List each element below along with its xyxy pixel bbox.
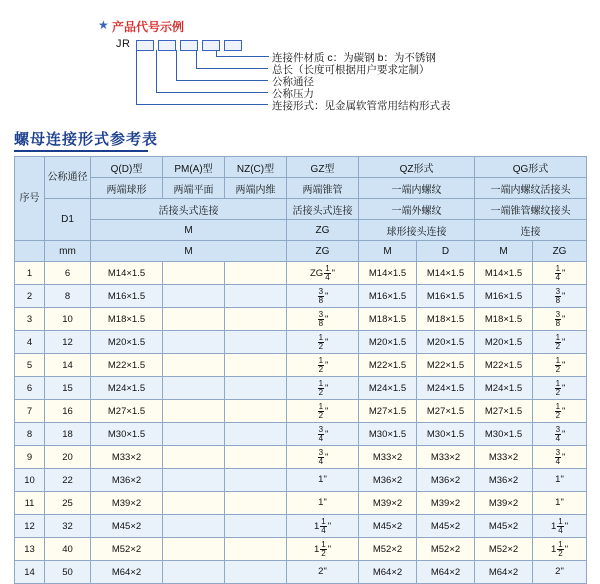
leader-line [156, 92, 268, 93]
cell-type-nz [225, 469, 287, 492]
cell-type-nz [225, 354, 287, 377]
header-row-2 [15, 178, 587, 199]
cell-type-gz: $\frac{3}{8}$ " [287, 285, 359, 308]
code-prefix-label: JR [116, 38, 131, 50]
cell-qg-m: M64×2 [475, 561, 533, 584]
leader-line [136, 104, 268, 105]
header-unit-mm: mm [45, 241, 91, 262]
cell-type-gz: $\frac{1}{2}$ " [287, 377, 359, 400]
cell-type-q: M36×2 [91, 469, 163, 492]
leader-line [216, 56, 268, 57]
code-boxes [136, 40, 242, 51]
cell-type-gz: $\frac{3}{8}$ " [287, 308, 359, 331]
cell-type-nz [225, 262, 287, 285]
cell-qz-d: M18×1.5 [417, 308, 475, 331]
cell-type-nz [225, 492, 287, 515]
cell-qz-m: M16×1.5 [359, 285, 417, 308]
header-sub-pm: 两端平面 [163, 178, 225, 199]
table-row [15, 331, 587, 354]
cell-qg-zg: $\frac{1}{4}$ " [533, 262, 587, 285]
header-joint-qz: 一端外螺纹 [359, 199, 475, 220]
cell-qg-m: M30×1.5 [475, 423, 533, 446]
code-box [136, 40, 154, 51]
cell-type-gz: 2" [287, 561, 359, 584]
cell-type-pm [163, 377, 225, 400]
leader-line [176, 50, 177, 80]
cell-qg-zg: $\frac{3}{8}$ " [533, 308, 587, 331]
callout-connection-form: 连接形式：见金属软管常用结构形式表 [272, 100, 451, 112]
cell-type-nz [225, 377, 287, 400]
table-row [15, 308, 587, 331]
cell-type-gz: 1 $\frac{1}{4}$ " [287, 515, 359, 538]
header-joint-gz: 活接头式连接 [287, 199, 359, 220]
code-box [224, 40, 242, 51]
cell-type-pm [163, 538, 225, 561]
cell-qz-d: M36×2 [417, 469, 475, 492]
cell-dn: 8 [45, 285, 91, 308]
cell-type-gz: 1" [287, 469, 359, 492]
table-row [15, 377, 587, 400]
cell-type-pm [163, 561, 225, 584]
header-sub-q: 两端球形 [91, 178, 163, 199]
cell-dn: 50 [45, 561, 91, 584]
cell-type-q: M33×2 [91, 446, 163, 469]
cell-qg-zg: $\frac{1}{2}$ " [533, 331, 587, 354]
cell-qg-m: M14×1.5 [475, 262, 533, 285]
table-row [15, 285, 587, 308]
header-ball-joint: 球形接头连接 [359, 220, 475, 241]
cell-type-nz [225, 423, 287, 446]
cell-qz-m: M18×1.5 [359, 308, 417, 331]
cell-qg-m: M39×2 [475, 492, 533, 515]
cell-qz-m: M39×2 [359, 492, 417, 515]
cell-type-pm [163, 492, 225, 515]
cell-qg-m: M24×1.5 [475, 377, 533, 400]
cell-qz-m: M64×2 [359, 561, 417, 584]
cell-type-q: M39×2 [91, 492, 163, 515]
cell-qz-m: M33×2 [359, 446, 417, 469]
cell-qg-zg: 1" [533, 469, 587, 492]
code-box [202, 40, 220, 51]
cell-type-q: M22×1.5 [91, 354, 163, 377]
leader-line [196, 68, 268, 69]
cell-type-nz [225, 446, 287, 469]
cell-type-q: M16×1.5 [91, 285, 163, 308]
header-col-m: M [91, 220, 287, 241]
cell-type-gz: ZG $\frac{1}{4}$ " [287, 262, 359, 285]
cell-dn: 40 [45, 538, 91, 561]
header-sub-gz: 两端锥管 [287, 178, 359, 199]
cell-qz-m: M24×1.5 [359, 377, 417, 400]
cell-qz-d: M39×2 [417, 492, 475, 515]
cell-dn: 15 [45, 377, 91, 400]
cell-qg-zg: $\frac{3}{8}$ " [533, 285, 587, 308]
header-unit-m: M [91, 241, 287, 262]
cell-qg-m: M16×1.5 [475, 285, 533, 308]
cell-seq: 3 [15, 308, 45, 331]
cell-seq: 14 [15, 561, 45, 584]
table-row [15, 515, 587, 538]
table-row [15, 538, 587, 561]
header-row-3 [15, 199, 587, 220]
callout-material: 连接件材质 c：为碳钢 b：为不锈钢 [272, 52, 436, 64]
cell-qg-m: M45×2 [475, 515, 533, 538]
cell-qz-m: M36×2 [359, 469, 417, 492]
cell-type-q: M30×1.5 [91, 423, 163, 446]
cell-dn: 22 [45, 469, 91, 492]
table-row [15, 492, 587, 515]
cell-dn: 16 [45, 400, 91, 423]
cell-type-q: M64×2 [91, 561, 163, 584]
cell-seq: 9 [15, 446, 45, 469]
cell-qz-d: M30×1.5 [417, 423, 475, 446]
cell-qg-m: M52×2 [475, 538, 533, 561]
code-box [158, 40, 176, 51]
section-underline [14, 150, 148, 152]
header-sub-nz: 两端内维 [225, 178, 287, 199]
cell-type-gz: 1 $\frac{1}{2}$ " [287, 538, 359, 561]
header-type-nz: NZ(C)型 [225, 157, 287, 178]
cell-seq: 11 [15, 492, 45, 515]
header-unit-zg: ZG [287, 241, 359, 262]
cell-type-nz [225, 285, 287, 308]
cell-qz-d: M22×1.5 [417, 354, 475, 377]
table-row [15, 469, 587, 492]
cell-qz-d: M33×2 [417, 446, 475, 469]
table-row [15, 423, 587, 446]
cell-qz-m: M27×1.5 [359, 400, 417, 423]
table-header [15, 157, 587, 262]
cell-dn: 10 [45, 308, 91, 331]
header-type-gz: GZ型 [287, 157, 359, 178]
cell-seq: 2 [15, 285, 45, 308]
cell-qg-zg: $\frac{1}{2}$ " [533, 377, 587, 400]
cell-qg-zg: 1" [533, 492, 587, 515]
header-type-q: Q(D)型 [91, 157, 163, 178]
cell-qg-m: M18×1.5 [475, 308, 533, 331]
header-joint-left: 活接头式连接 [91, 199, 287, 220]
header-unit-qz-d: D [417, 241, 475, 262]
cell-qg-zg: $\frac{3}{4}$ " [533, 423, 587, 446]
cell-seq: 1 [15, 262, 45, 285]
cell-qz-m: M20×1.5 [359, 331, 417, 354]
cell-type-pm [163, 446, 225, 469]
cell-dn: 25 [45, 492, 91, 515]
cell-qg-zg: $\frac{1}{2}$ " [533, 354, 587, 377]
cell-seq: 7 [15, 400, 45, 423]
callout-nominal-pressure: 公称压力 [272, 88, 314, 100]
table-body [15, 262, 587, 584]
header-unit-qz-m: M [359, 241, 417, 262]
header-unit-qg-zg: ZG [533, 241, 587, 262]
cell-qz-d: M45×2 [417, 515, 475, 538]
header-type-qz: QZ形式 [359, 157, 475, 178]
header-sub-qg: 一端内螺纹活接头 [475, 178, 587, 199]
header-dn: 公称通径 [45, 157, 91, 199]
cell-qg-m: M22×1.5 [475, 354, 533, 377]
cell-seq: 13 [15, 538, 45, 561]
cell-qg-zg: 1 $\frac{1}{4}$ " [533, 515, 587, 538]
header-joint-qg: 一端锥管螺纹接头 [475, 199, 587, 220]
header-seq: 序号 [15, 157, 45, 241]
cell-dn: 14 [45, 354, 91, 377]
leader-line [176, 80, 268, 81]
cell-qz-d: M52×2 [417, 538, 475, 561]
table-row [15, 400, 587, 423]
cell-type-gz: 1" [287, 492, 359, 515]
cell-type-q: M18×1.5 [91, 308, 163, 331]
cell-type-nz [225, 400, 287, 423]
table-row [15, 446, 587, 469]
cell-type-pm [163, 285, 225, 308]
table-row [15, 354, 587, 377]
cell-dn: 6 [45, 262, 91, 285]
cell-seq: 4 [15, 331, 45, 354]
table-row [15, 262, 587, 285]
callout-total-length: 总长（长度可根据用户要求定制） [272, 64, 430, 76]
cell-seq: 10 [15, 469, 45, 492]
header-row-1 [15, 157, 587, 178]
header-connect: 连接 [475, 220, 587, 241]
section-title: 螺母连接形式参考表 [14, 131, 159, 148]
cell-qz-m: M22×1.5 [359, 354, 417, 377]
table-row [15, 561, 587, 584]
cell-qz-d: M64×2 [417, 561, 475, 584]
header-d1: D1 [45, 199, 91, 241]
header-type-qg: QG形式 [475, 157, 587, 178]
cell-dn: 12 [45, 331, 91, 354]
header-unit-qg-m: M [475, 241, 533, 262]
header-row-5 [15, 241, 587, 262]
cell-type-pm [163, 262, 225, 285]
cell-qz-m: M45×2 [359, 515, 417, 538]
cell-seq: 5 [15, 354, 45, 377]
cell-type-nz [225, 561, 287, 584]
cell-qg-zg: 2" [533, 561, 587, 584]
cell-type-pm [163, 469, 225, 492]
cell-type-q: M52×2 [91, 538, 163, 561]
cell-seq: 6 [15, 377, 45, 400]
cell-qz-d: M16×1.5 [417, 285, 475, 308]
leader-line [196, 50, 197, 68]
cell-qz-m: M14×1.5 [359, 262, 417, 285]
cell-dn: 20 [45, 446, 91, 469]
cell-type-pm [163, 354, 225, 377]
cell-dn: 32 [45, 515, 91, 538]
leader-line [136, 50, 137, 104]
cell-type-q: M45×2 [91, 515, 163, 538]
header-type-pm: PM(A)型 [163, 157, 225, 178]
cell-qg-m: M33×2 [475, 446, 533, 469]
cell-qz-m: M30×1.5 [359, 423, 417, 446]
cell-seq: 12 [15, 515, 45, 538]
cell-type-nz [225, 538, 287, 561]
header-col-zg: ZG [287, 220, 359, 241]
cell-type-gz: $\frac{3}{4}$ " [287, 423, 359, 446]
cell-type-pm [163, 400, 225, 423]
cell-type-pm [163, 308, 225, 331]
cell-type-q: M20×1.5 [91, 331, 163, 354]
nut-connection-table [14, 156, 587, 584]
diagram-title: 产品代号示例 [112, 20, 185, 34]
cell-qg-m: M36×2 [475, 469, 533, 492]
header-unit-seq [15, 241, 45, 262]
cell-qg-zg: $\frac{3}{4}$ " [533, 446, 587, 469]
cell-qg-zg: 1 $\frac{1}{2}$ " [533, 538, 587, 561]
cell-type-nz [225, 331, 287, 354]
cell-qz-m: M52×2 [359, 538, 417, 561]
cell-qz-d: M20×1.5 [417, 331, 475, 354]
cell-type-pm [163, 515, 225, 538]
cell-type-gz: $\frac{1}{2}$ " [287, 354, 359, 377]
star-icon: ★ [98, 18, 109, 32]
cell-qz-d: M24×1.5 [417, 377, 475, 400]
cell-type-gz: $\frac{1}{2}$ " [287, 331, 359, 354]
cell-seq: 8 [15, 423, 45, 446]
cell-type-nz [225, 515, 287, 538]
cell-qg-zg: $\frac{1}{2}$ " [533, 400, 587, 423]
cell-type-pm [163, 331, 225, 354]
cell-type-q: M27×1.5 [91, 400, 163, 423]
cell-type-nz [225, 308, 287, 331]
cell-type-q: M14×1.5 [91, 262, 163, 285]
leader-line [156, 50, 157, 92]
header-row-4 [15, 220, 587, 241]
header-sub-qz: 一端内螺纹 [359, 178, 475, 199]
cell-qz-d: M14×1.5 [417, 262, 475, 285]
leader-line [268, 56, 269, 57]
callout-nominal-diameter: 公称通径 [272, 76, 314, 88]
cell-type-gz: $\frac{1}{2}$ " [287, 400, 359, 423]
cell-type-q: M24×1.5 [91, 377, 163, 400]
cell-qg-m: M27×1.5 [475, 400, 533, 423]
cell-type-pm [163, 423, 225, 446]
product-code-diagram [0, 0, 600, 128]
nut-connection-table-wrap [14, 156, 586, 584]
cell-qz-d: M27×1.5 [417, 400, 475, 423]
cell-dn: 18 [45, 423, 91, 446]
cell-type-gz: $\frac{3}{4}$ " [287, 446, 359, 469]
cell-qg-m: M20×1.5 [475, 331, 533, 354]
